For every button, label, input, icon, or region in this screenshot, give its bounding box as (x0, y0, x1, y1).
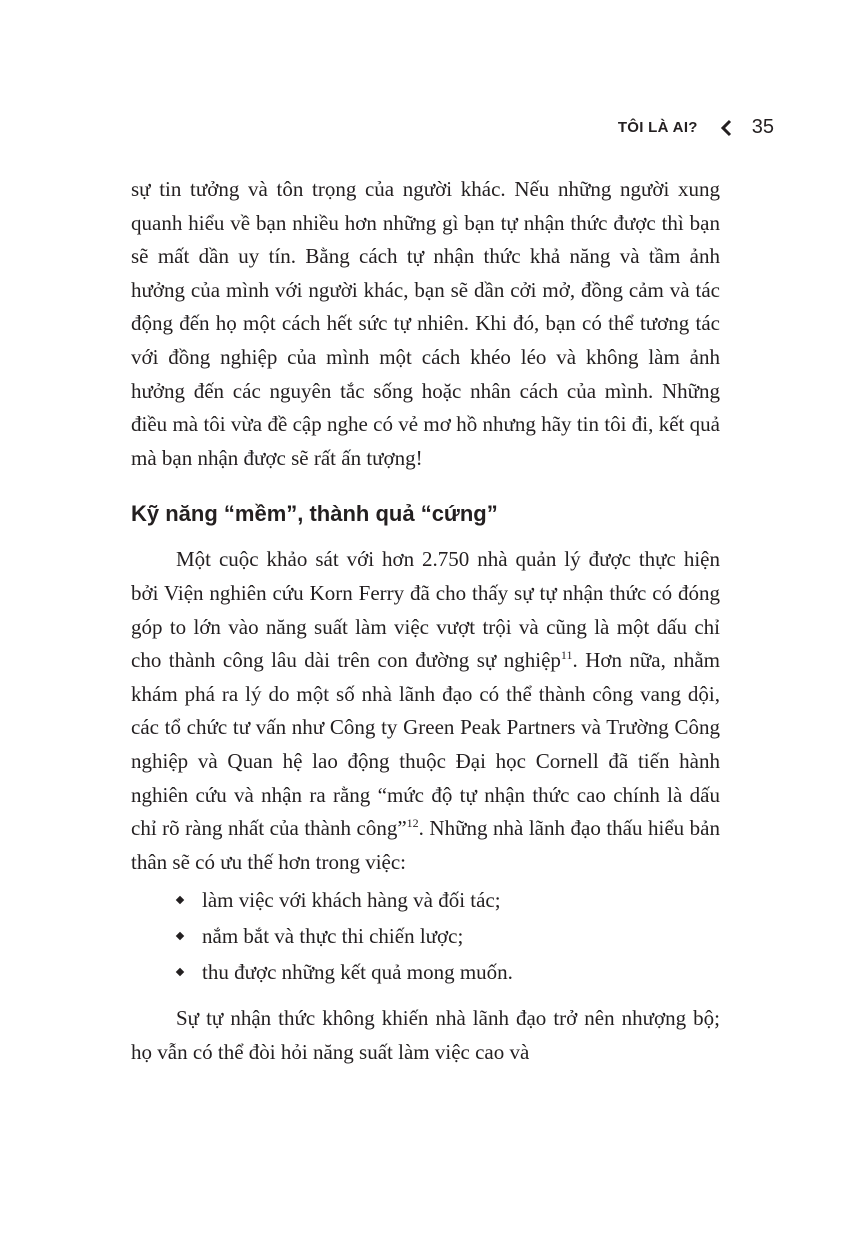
list-item (175, 882, 720, 918)
footnote-ref-11: 11 (560, 648, 573, 663)
list-item-text: thu được những kết quả mong muốn. (202, 960, 513, 985)
page-body (131, 173, 720, 1069)
paragraph-2 (131, 543, 720, 879)
chevron-left-icon (718, 119, 736, 137)
running-header (618, 116, 774, 139)
diamond-bullet-icon (176, 932, 184, 940)
list-item-text: nắm bắt và thực thi chiến lược; (202, 924, 464, 949)
list-item (175, 954, 720, 990)
paragraph-1: sự tin tưởng và tôn trọng của người khác. Nếu những người xung quanh hiểu về bạn nhiều hơn những gì bạn tự nhận thức được thì bạn sẽ mất dần uy tín. Bằng cách tự nhận thức khả năng và tầm ảnh hưởng của mình với người khác, bạn sẽ dần cởi mở, đồng cảm và tác động đến họ một cách hết sức tự nhiên. Khi đó, bạn có thể tương tác với đồng nghiệp của mình một cách khéo léo và không làm ảnh hưởng đến các nguyên tắc sống hoặc nhân cách của mình. Những điều mà tôi vừa đề cập nghe có vẻ mơ hồ nhưng hãy tin tôi đi, kết quả mà bạn nhận được sẽ rất ấn tượng! (131, 177, 720, 470)
paragraph-2-part-3: . Những nhà lãnh đạo thấu hiểu bản thân sẽ có ưu thế hơn trong việc: (131, 816, 720, 874)
paragraph-3: Sự tự nhận thức không khiến nhà lãnh đạo trở nên nhượng bộ; họ vẫn có thể đòi hỏi năng suất làm việc cao và (131, 1006, 720, 1064)
list-item-text: làm việc với khách hàng và đối tác; (202, 888, 501, 913)
bullet-list (131, 882, 720, 990)
paragraph-2-part-2: . Hơn nữa, nhằm khám phá ra lý do một số nhà lãnh đạo có thể thành công vang dội, các tổ chức tư vấn như Công ty Green Peak Partners và Trường Công nghiệp và Quan hệ lao động thuộc Đại học Cornell đã tiến hành nghiên cứu và nhận ra rằng “mức độ tự nhận thức cao chính là dấu chỉ rõ ràng nhất của thành công” (131, 648, 720, 841)
page-number: 35 (751, 116, 774, 138)
paragraph-2-part-1: Một cuộc khảo sát với hơn 2.750 nhà quản lý được thực hiện bởi Viện nghiên cứu Korn Ferry đã cho thấy sự tự nhận thức có đóng góp to lớn vào năng suất làm việc vượt trội và cũng là một dấu chỉ cho thành công lâu dài trên con đường sự nghiệp (131, 547, 720, 673)
list-item (175, 918, 720, 954)
footnote-ref-12: 12 (406, 816, 419, 831)
diamond-bullet-icon (176, 968, 184, 976)
diamond-bullet-icon (176, 896, 184, 904)
section-heading: Kỹ năng “mềm”, thành quả “cứng” (131, 501, 498, 527)
running-head-title: TÔI LÀ AI? (617, 119, 698, 136)
